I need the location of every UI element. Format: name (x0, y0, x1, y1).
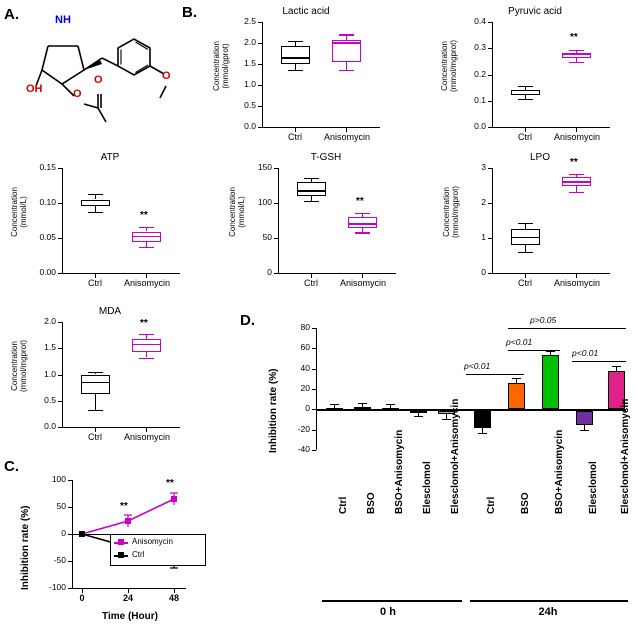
panel-letter-b: B. (182, 4, 197, 21)
ytick-tgsh-2: 100 (257, 197, 272, 207)
catlabel-tgsh-ctrl: Ctrl (304, 278, 318, 288)
ytick-tc-3: 50 (56, 501, 66, 511)
chart-tgsh (216, 152, 406, 300)
bar-0h-bso (354, 407, 371, 409)
bar-0h-bso-aniso (382, 408, 399, 410)
bar-24h-elesclomol (576, 411, 593, 425)
ytick-mda-3: 1.5 (44, 342, 56, 353)
xtick-tc-0: 0 (79, 593, 85, 603)
chart-timecourse (10, 468, 220, 634)
chart-lactic-acid (206, 6, 386, 154)
ytick-lactic-1: 0.5 (244, 100, 256, 110)
ylabel-tgsh: Concentration (mmol/L) (228, 187, 246, 237)
ytick-lpo-2: 2 (481, 197, 486, 207)
group-line-0h (322, 600, 462, 602)
chart-title-atp: ATP (100, 152, 120, 163)
group-label-24h: 24h (538, 606, 558, 618)
ytick-tgsh-3: 150 (257, 162, 272, 172)
ytick-tc-1: -50 (53, 555, 66, 565)
legend-label-anisomycin: Anisomycin (132, 537, 173, 546)
pbracket-top (508, 328, 626, 329)
panel-letter-a: A. (4, 6, 19, 23)
chart-title-lactic: Lactic acid (282, 6, 330, 17)
catlabel-d-1: BSO (366, 492, 377, 514)
xtick-tc-1: 24 (122, 593, 133, 603)
ylabel-lactic: Concentration (mmol/gprot) (212, 41, 230, 91)
structure-label-oh: OH (26, 83, 43, 95)
catlabel-lpo-aniso: Anisomycin (553, 278, 600, 288)
ytick-d-m40: -40 (297, 444, 310, 454)
ylabel-mda: Concentration (mmol/mgprot) (10, 340, 28, 393)
chart-title-mda: MDA (98, 306, 122, 317)
structure-label-o-methoxy: O (162, 70, 171, 82)
chart-title-lpo: LPO (529, 152, 550, 163)
ylabel-lpo: Concentration (mmol/mgprot) (442, 186, 460, 239)
ytick-pyruvic-0: 0.0 (474, 121, 486, 131)
ytick-tc-4: 100 (51, 474, 66, 484)
ytick-atp-1: 0.05 (39, 232, 56, 242)
pvalue-top: p>0.05 (530, 315, 557, 325)
ytick-pyruvic-3: 0.3 (474, 42, 486, 53)
catlabel-lpo-ctrl: Ctrl (518, 278, 532, 288)
ytick-tc-0: -100 (48, 582, 66, 592)
pvalue-left: p<0.01 (464, 361, 491, 371)
catlabel-d-2: BSO+Anisomycin (394, 429, 405, 514)
catlabel-d-9: Elesclomol+Anisomycin (620, 398, 631, 514)
chart-title-pyruvic: Pyruvic acid (508, 6, 562, 17)
ytick-lactic-5: 2.5 (244, 16, 256, 26)
catlabel-tgsh-aniso: Anisomycin (339, 278, 386, 288)
ylabel-atp: Concentration (mmol/L) (10, 187, 28, 237)
ytick-tgsh-1: 50 (262, 232, 272, 242)
sig-tc-24: ** (120, 501, 128, 512)
ytick-atp-3: 0.15 (39, 162, 56, 172)
panel-letter-d: D. (240, 312, 255, 329)
ytick-lactic-0: 0.0 (244, 121, 256, 131)
ytick-d-0: 0 (305, 403, 310, 414)
structure-label-o-carbonyl: O (94, 74, 103, 86)
catlabel-atp-aniso: Anisomycin (123, 278, 170, 288)
chart-atp (0, 152, 190, 300)
chart-lpo (430, 152, 620, 300)
sig-lpo: ** (570, 157, 578, 168)
ytick-lactic-2: 1.0 (244, 79, 256, 89)
bar-24h-bso (508, 383, 525, 409)
catlabel-lactic-aniso: Anisomycin (323, 132, 370, 142)
sig-mda: ** (140, 318, 148, 329)
pvalue-mid: p<0.01 (506, 337, 533, 347)
legend-label-ctrl: Ctrl (132, 550, 145, 559)
group-label-0h: 0 h (380, 606, 396, 618)
catlabel-d-3: Elesclomol (422, 461, 433, 514)
xlabel-tc: Time (Hour) (102, 611, 158, 622)
bar-24h-ctrl (474, 411, 491, 428)
ytick-mda-0: 0.0 (44, 421, 56, 431)
xtick-tc-2: 48 (168, 593, 179, 603)
chart-mda (0, 306, 190, 454)
catlabel-mda-ctrl: Ctrl (88, 432, 102, 442)
sig-atp: ** (140, 210, 148, 221)
ylabel-tc: Inhibition rate (%) (20, 505, 31, 590)
chart-title-tgsh: T-GSH (310, 152, 342, 163)
ytick-mda-1: 0.5 (44, 394, 56, 405)
chart-pyruvic-acid (430, 6, 620, 154)
bar-0h-ctrl (326, 408, 343, 410)
pbracket-left (466, 374, 524, 375)
ytick-atp-2: 0.10 (39, 197, 56, 207)
pvalue-right: p<0.01 (572, 348, 599, 358)
pbracket-mid (508, 350, 560, 351)
sig-tc-48: ** (166, 478, 174, 489)
ytick-d-40: 40 (300, 362, 310, 373)
catlabel-pyruvic-aniso: Anisomycin (553, 132, 600, 142)
catlabel-d-4: Elesclomol+Anisomycin (450, 398, 461, 514)
group-line-24h (470, 600, 628, 602)
ytick-lactic-4: 2.0 (244, 37, 256, 47)
ytick-mda-2: 1.0 (44, 368, 56, 379)
catlabel-atp-ctrl: Ctrl (88, 278, 102, 288)
ytick-d-20: 20 (300, 383, 310, 393)
ylabel-d: Inhibition rate (%) (268, 368, 279, 453)
sig-tgsh: ** (356, 196, 364, 207)
ytick-tc-2: 0 (61, 528, 66, 538)
catlabel-d-6: BSO (520, 492, 531, 514)
bar-24h-bso-aniso (542, 355, 559, 409)
ytick-mda-4: 2.0 (44, 316, 56, 326)
ytick-d-60: 60 (300, 342, 310, 353)
pbracket-right (572, 361, 626, 362)
catlabel-d-7: BSO+Anisomycin (554, 429, 565, 514)
ytick-pyruvic-4: 0.4 (474, 16, 486, 26)
ytick-d-80: 80 (300, 322, 310, 332)
structure-label-o-ester: O (73, 88, 82, 100)
ytick-lpo-3: 3 (481, 162, 486, 172)
catlabel-mda-aniso: Anisomycin (123, 432, 170, 442)
ytick-lpo-1: 1 (481, 232, 486, 242)
catlabel-d-5: Ctrl (486, 496, 497, 514)
structure-label-nh: NH (55, 14, 71, 26)
ytick-atp-0: 0.00 (39, 267, 56, 277)
ytick-lpo-0: 0 (481, 267, 486, 277)
catlabel-pyruvic-ctrl: Ctrl (518, 132, 532, 142)
ytick-lactic-3: 1.5 (244, 58, 256, 68)
catlabel-d-0: Ctrl (338, 496, 349, 514)
chart-inhibition-rate (258, 315, 634, 638)
ytick-pyruvic-2: 0.2 (474, 68, 486, 79)
ylabel-pyruvic: Concentration (mmol/mgprot) (440, 40, 458, 93)
ytick-tgsh-0: 0 (267, 267, 272, 277)
ytick-d-m20: -20 (297, 423, 310, 434)
catlabel-lactic-ctrl: Ctrl (288, 132, 302, 142)
sig-pyruvic: ** (570, 32, 578, 43)
ytick-pyruvic-1: 0.1 (474, 94, 486, 105)
catlabel-d-8: Elesclomol (588, 461, 599, 514)
panel-letter-c: C. (4, 458, 19, 475)
